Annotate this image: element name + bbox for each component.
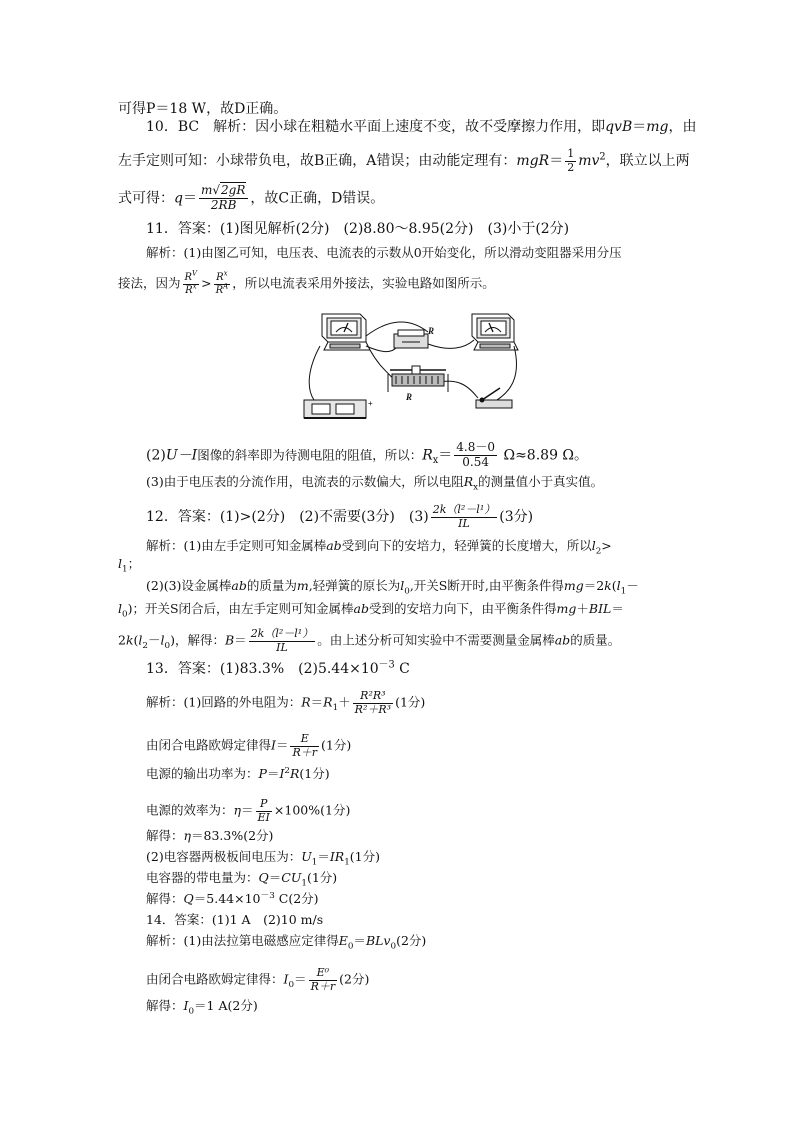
formula: B [224,632,235,648]
text: 解析：(1)回路的外电阻为： [146,694,302,710]
fraction-slope [454,441,497,470]
text: C [394,661,410,677]
q13-analysis-line8 [146,890,319,906]
text: ,轻弹簧的原长为 [308,578,401,593]
text: 11．答案：(1)图见解析(2分) (2)8.80～8.95(2分) (3)小于(2分) [146,221,570,237]
text: (2)电容器两极板间电压为： [146,849,302,864]
formula: BLv [365,933,391,948]
formula: ab [353,601,369,616]
formula: R [323,694,333,710]
formula: R [289,766,300,781]
formula: k [125,632,134,648]
q13-answer [146,659,410,677]
superscript: －3 [378,659,395,671]
formula: R [422,447,433,464]
text: R [185,284,193,296]
q11-analysis-line4 [146,474,604,493]
text: 式可得： [118,190,174,207]
q13-analysis-line6 [146,849,381,868]
text: ＝ [632,119,647,135]
fraction-rv-rx [183,269,200,296]
superscript: 2 [599,151,606,163]
text: ×100%(1分) [273,802,351,818]
text: 2 [118,632,126,648]
subscript: 0 [164,641,171,652]
radicand: 2gR [221,183,246,197]
formula: U [301,849,312,864]
formula: q [174,190,183,207]
subscript: 0 [122,609,128,620]
text: ( [133,632,139,648]
superscript: －3 [260,890,275,901]
text: 接法，因为 [118,275,181,291]
fraction-q [199,184,248,213]
text: (2分) [396,933,427,948]
fraction-parallel-resistance [353,690,393,716]
text: (1分) [395,694,426,710]
text: 的测量值小于真实值。 [478,474,604,489]
q13-analysis-line7 [146,870,338,889]
text: (1分) [306,870,338,885]
numerator: 1 [567,147,575,160]
numerator: E [290,733,319,747]
rheostat-icon [388,366,448,392]
text: m [200,183,213,197]
q13-analysis-line3 [146,765,330,781]
text: ,开关S断开时,由平衡条件得 [409,578,564,593]
text: (3)由于电压表的分流作用，电流表的示数偏大，所以电阻 [146,474,464,489]
formula: l [160,632,165,648]
formula: qvB [605,119,633,135]
text: )，解得： [170,632,225,648]
text: (2)(3)设金属棒 [146,578,232,593]
text: (1分) [321,737,352,753]
formula: mgR [516,153,550,170]
text: )；开关S闭合后，由左手定则可知金属棒 [127,601,354,616]
denominator: 2 [567,160,575,174]
superscript: x [223,269,228,278]
numerator: m√2gR [199,184,248,199]
formula: m [296,578,309,593]
subscript: 0 [288,980,295,991]
numerator: 2k（l²－l¹） [250,627,314,640]
denominator: R²＋R³ [354,702,392,716]
formula: I [279,766,285,781]
voltmeter-icon [322,314,370,350]
text: 解析：(1)由左手定则可知金属棒 [146,538,327,553]
text: 14．答案：(1)1 A (2)10 m/s [146,912,324,927]
text: R [184,272,193,283]
text: ＝ [294,971,307,987]
switch-icon [476,388,512,408]
formula: Q [258,870,269,885]
text: 受到的安培力向下，由平衡条件得 [369,601,557,616]
text: ＋ [576,601,589,616]
text: ＝ [234,632,247,648]
superscript: 2 [284,765,290,776]
text: ＝ [438,447,453,464]
text: (3分) [499,509,534,526]
numerator: 4.8－0 [456,440,496,454]
resistor-icon [394,330,428,348]
text: 电源的效率为： [146,802,234,818]
denominator: EI [257,810,270,824]
denominator: 0.54 [462,454,489,469]
subscript: 2 [595,546,602,557]
denominator [214,282,231,297]
text: ＝ [549,153,564,170]
fraction-rx-ra [214,269,231,296]
text: 12．答案：(1)>(2分) (2)不需要(3分) (3) [146,509,429,526]
subscript: 1 [311,857,318,868]
text: > [201,275,212,291]
formula: I [271,737,276,753]
q12-analysis-line2 [118,556,141,575]
numerator: P [256,798,272,812]
q12-analysis-line5 [118,628,620,654]
text: ＝ [310,694,324,710]
q11-answer [146,222,569,236]
formula: ab [326,538,342,553]
denominator: R＋r [292,745,318,759]
subscript: 1 [301,878,307,889]
formula: l [591,538,596,553]
subscript: x [473,482,479,493]
text: 左手定则可知：小球带负电，故B正确，A错误；由动能定理有： [118,153,517,170]
text: 解析：(1)由图乙可知，电压表、电流表的示数从0开始变化，所以滑动变阻器采用分压 [146,245,622,260]
q14-analysis-line1 [146,933,427,952]
q11-analysis-line1 [146,247,622,260]
q14-answer [146,914,323,927]
formula: mv [578,153,600,170]
text: ； [127,556,141,571]
formula: Q [183,891,194,906]
q12-answer [146,504,533,530]
text: － [626,578,639,593]
text: ＝ [268,870,282,885]
formula: l [616,578,621,593]
text: 解得： [146,891,184,906]
fraction-b [431,504,498,530]
q10-line3 [118,184,384,213]
fraction-efficiency [256,798,272,824]
text: 由闭合电路欧姆定律得 [146,737,272,753]
text: ＝83.3%(2分) [191,828,274,843]
subscript: x [432,455,439,467]
text: ＋ [338,694,351,710]
denominator: IL [458,516,470,530]
text: R [215,284,224,296]
formula: I [283,971,289,987]
numerator: R²R³ [353,690,393,704]
subscript: 0 [390,941,397,952]
battery-icon [304,400,366,418]
subscript: 0 [404,586,410,597]
q12-analysis-line4 [118,601,624,620]
text: ＝2 [583,578,605,593]
numerator: E⁰ [309,967,338,981]
subscript: 1 [332,703,339,714]
formula: I [183,998,189,1013]
text: ＝ [266,766,280,781]
denominator: IL [276,640,288,654]
q12-analysis-line1 [146,538,612,557]
q13-analysis-line4 [146,798,350,824]
text: 解析：(1)由法拉第电磁感应定律得 [146,933,339,948]
text: (1分) [349,849,381,864]
text: ，所以电流表采用外接法，实验电路如图所示。 [232,275,495,291]
text: > [601,538,612,553]
text: 。由上述分析可知实验中不需要测量金属棒 [317,632,555,648]
text: C(2分) [274,891,319,906]
q10-line2 [118,148,690,174]
text: 解得： [146,828,184,843]
formula: U－I [165,447,198,464]
text: ＝ [317,849,330,864]
text: 13．答案：(1)83.3% (2)5.44×10 [146,661,379,677]
fraction-current [290,733,319,759]
text: 的质量为 [246,578,297,593]
text: ，联立以上两 [605,153,690,170]
experiment-circuit-figure [300,308,522,424]
battery-plus-label: + [368,399,373,408]
text: ＝5.44×10 [193,891,261,906]
formula: η [183,828,192,843]
text: 由闭合电路欧姆定律得： [146,971,284,987]
formula: R [301,694,311,710]
subscript: 0 [347,941,354,952]
text: ＝ [275,737,289,753]
text: 电源的输出功率为： [146,766,259,781]
formula: l [118,601,122,616]
superscript: x [192,282,197,291]
formula: ab [231,578,247,593]
formula: P [258,766,267,781]
q10-line1 [146,120,697,134]
superscript: A [223,282,229,291]
denominator: 2RB [210,197,237,212]
text: Ω≈8.89 Ω。 [499,447,589,464]
text: 解得： [146,998,184,1013]
resistor-label-bottom: R [406,392,413,402]
subscript: 1 [344,857,350,868]
text: ＝ [241,802,254,818]
text: ＝ [182,190,197,207]
text: 可得P＝18 W，故D正确。 [118,101,288,117]
numerator: 2k（l²－l¹） [432,503,496,516]
formula: BIL [588,601,612,616]
q13-analysis-line2 [146,733,351,759]
q13-analysis-line1 [146,690,425,716]
denominator [183,282,200,297]
subscript: 0 [188,1006,195,1017]
text: (2分) [339,971,370,987]
ammeter-icon [472,314,518,350]
text: R [216,272,224,283]
text: 10．BC 解析：因小球在粗糙水平面上速度不变，故不受摩擦力作用，即 [146,119,606,135]
text: (2) [146,447,166,464]
formula: IR [329,849,345,864]
fraction-one-half [565,148,576,174]
superscript: V [192,269,198,278]
subscript: 1 [620,586,627,597]
numerator [183,269,200,285]
fraction-i0 [309,967,338,993]
formula: k [604,578,612,593]
text: ＝ [611,601,624,616]
formula: R [463,474,474,489]
formula: mg [563,578,584,593]
text: ＝ [353,933,366,948]
q12-analysis-line3 [146,578,639,597]
denominator: R＋r [310,979,336,993]
formula: mg [646,119,669,135]
text: 图像的斜率即为待测电阻的阻值，所以： [197,447,423,463]
fraction-b-solution [249,628,316,654]
formula: l [118,556,122,571]
q11-analysis-line3 [146,441,588,470]
text: ，故C正确，D错误。 [250,190,385,207]
q13-analysis-line5 [146,830,273,843]
formula: ab [554,632,571,648]
text: ( [611,578,617,593]
formula: CU [281,870,302,885]
text: 电容器的带电量为： [146,870,259,885]
line-p-equals-18w [118,102,287,116]
q14-analysis-line2 [146,967,369,993]
formula: η [233,802,242,818]
formula: l [400,578,405,593]
text: － [148,632,161,648]
text: (1分) [299,766,330,781]
subscript: 2 [142,641,148,652]
text: 的质量。 [570,632,621,648]
subscript: 1 [122,564,128,575]
formula: E [338,933,348,948]
formula: mg [556,601,577,616]
text: ＝1 A(2分) [194,998,258,1013]
q11-analysis-line2 [118,269,495,296]
resistor-label-top: R [428,326,435,336]
q14-analysis-line3 [146,998,258,1017]
formula: l [138,632,143,648]
text: ，由 [668,119,697,135]
text: 受到向下的安培力，轻弹簧的长度增大，所以 [341,538,592,553]
